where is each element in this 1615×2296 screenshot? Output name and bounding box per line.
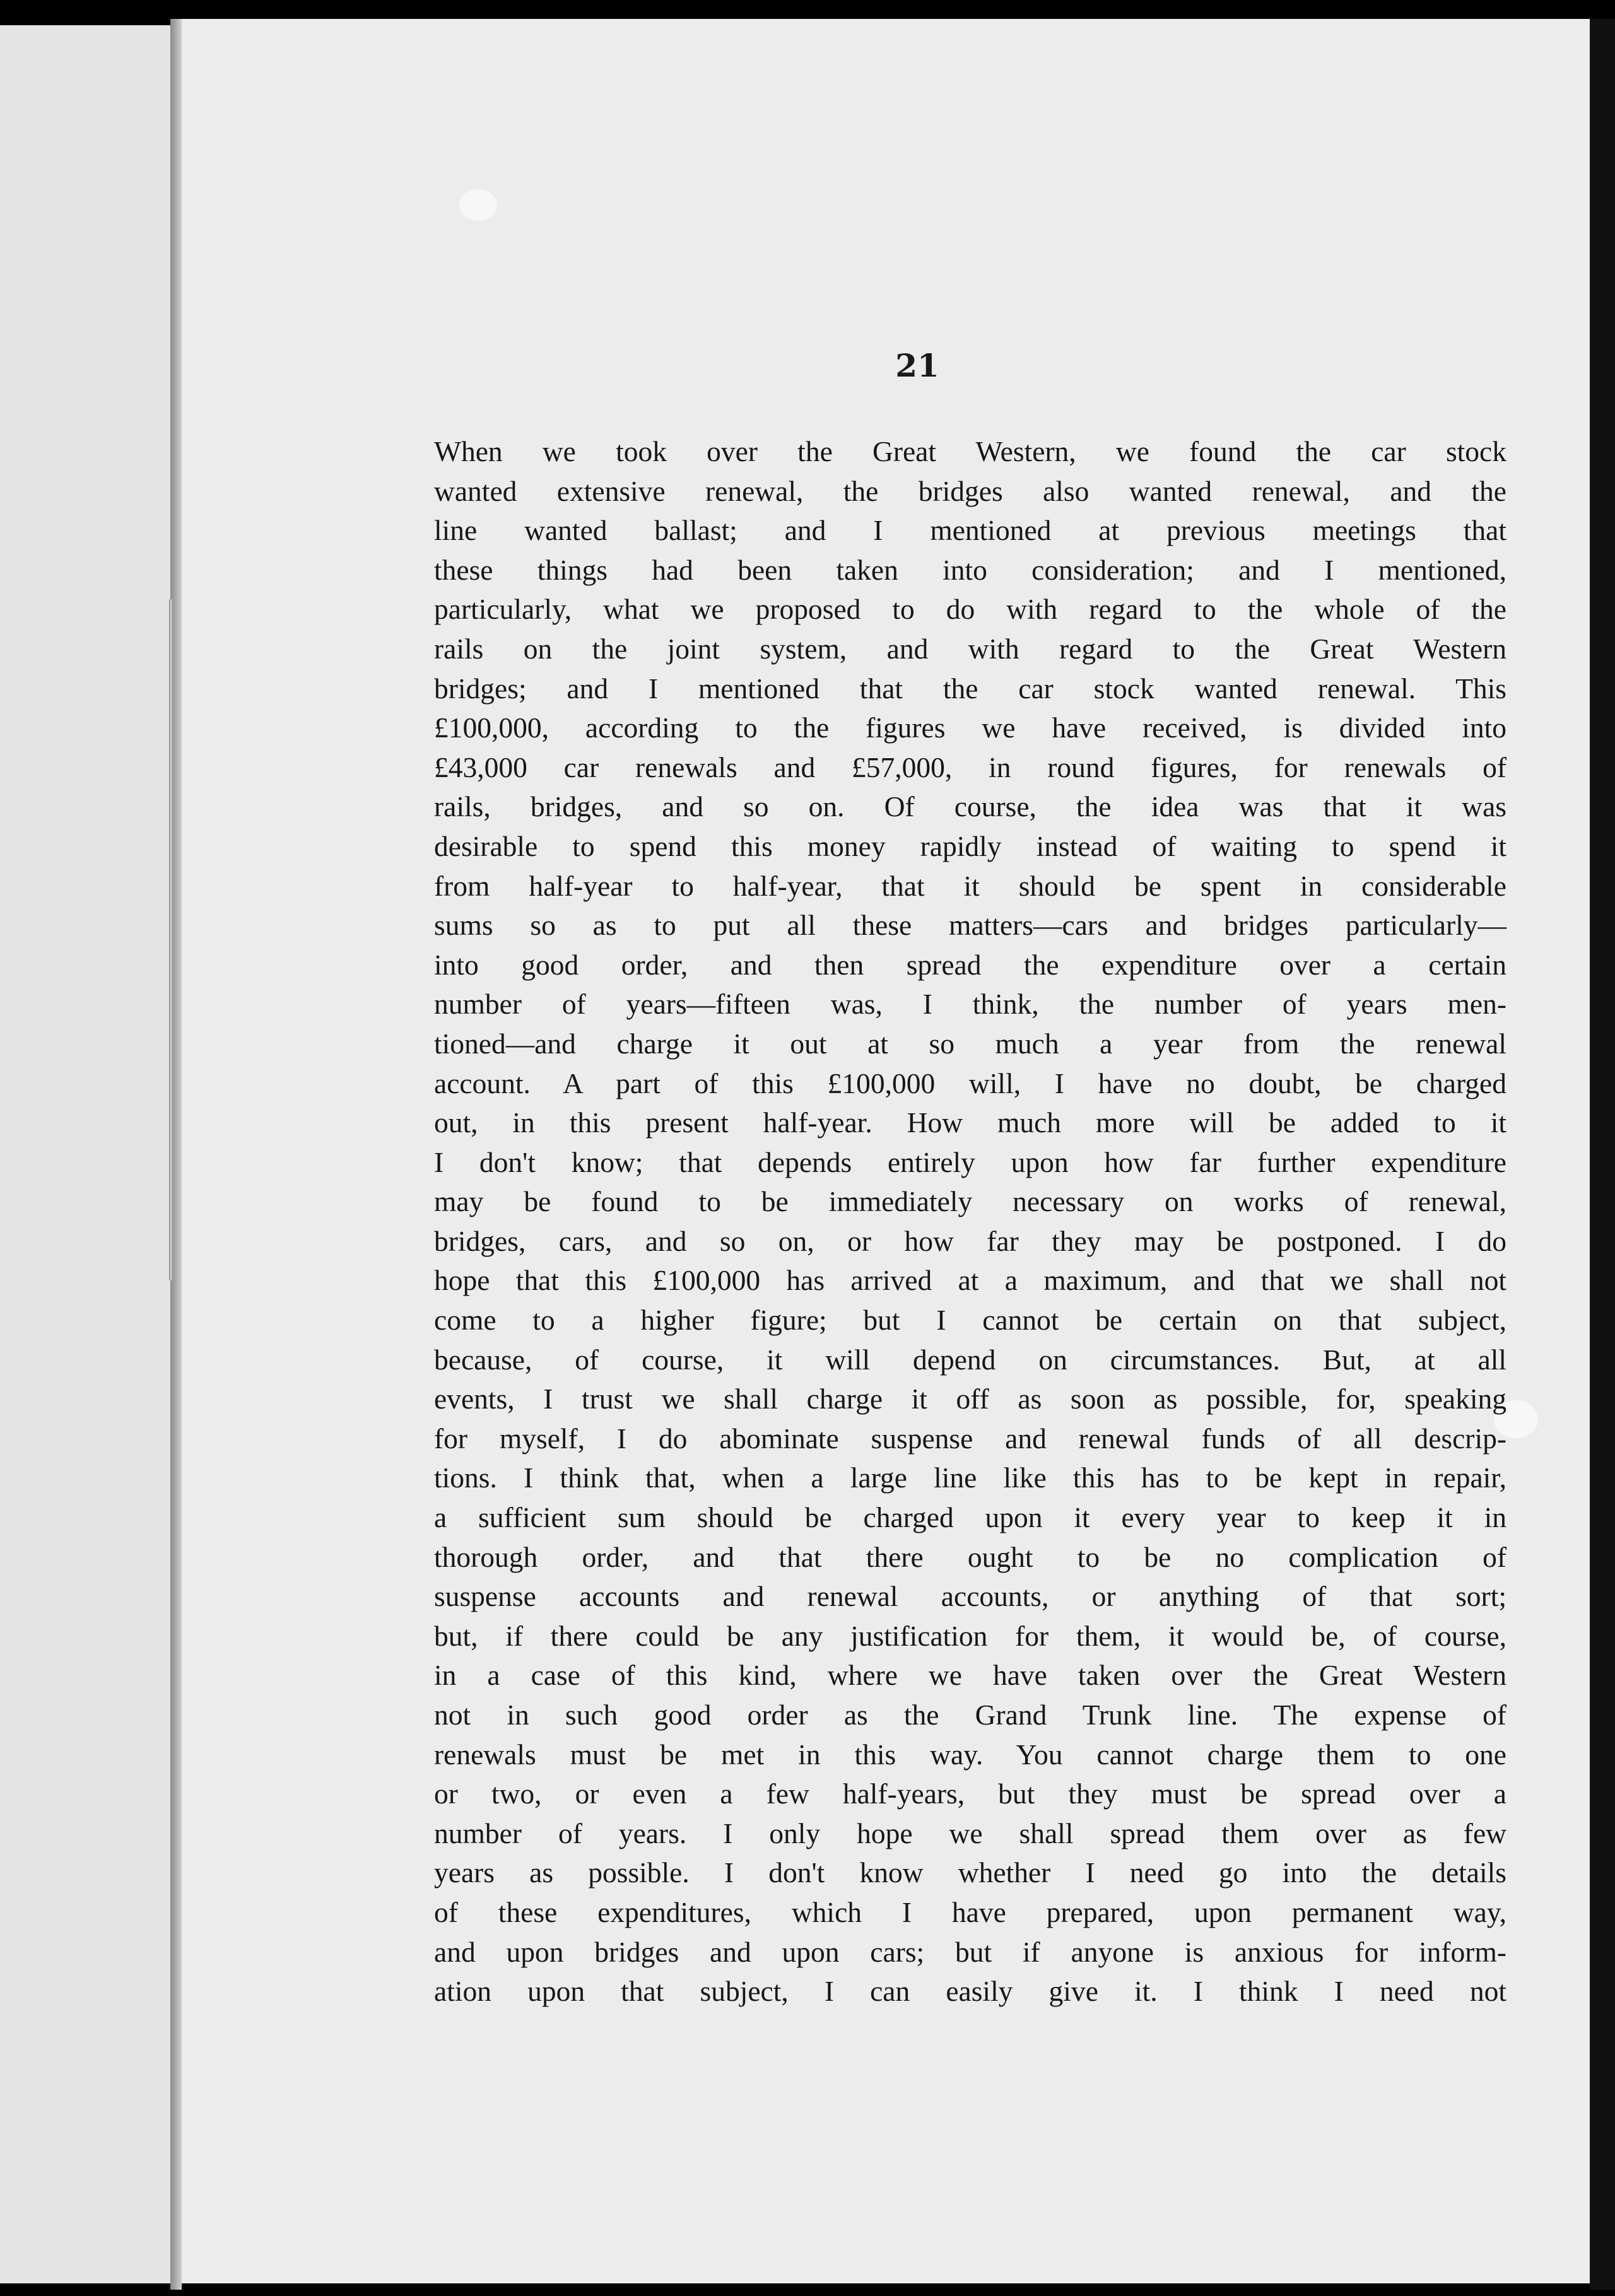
text-line: come to a higher figure; but I cannot be certain on that subject,: [434, 1304, 1506, 1337]
text-line: line wanted ballast; and I mentioned at previous meetings that: [434, 514, 1506, 547]
text-line: wanted extensive renewal, the bridges also wanted renewal, and the: [434, 474, 1506, 507]
text-line: suspense accounts and renewal accounts, or anything of that sort;: [434, 1580, 1506, 1613]
text-line: rails on the joint system, and with regard to the Great Western: [434, 632, 1506, 665]
text-line: events, I trust we shall charge it off as soon as possible, for, speaking: [434, 1383, 1506, 1415]
document-page: [182, 19, 1595, 2283]
text-line: £43,000 car renewals and £57,000, in round figures, for renewals of: [434, 751, 1506, 783]
text-line: but, if there could be any justification for them, it would be, of course,: [434, 1619, 1506, 1652]
text-line: from half-year to half-year, that it should be spent in considerable: [434, 869, 1506, 902]
text-line: sums so as to put all these matters—cars and bridges particularly—: [434, 909, 1506, 942]
text-line: number of years—fifteen was, I think, the number of years men-: [434, 988, 1506, 1021]
text-line: may be found to be immediately necessary on works of renewal,: [434, 1185, 1506, 1218]
text-line: these things had been taken into consideration; and I mentioned,: [434, 553, 1506, 586]
text-line: for myself, I do abominate suspense and renewal funds of all descrip-: [434, 1422, 1506, 1455]
body-text: [434, 432, 1506, 2012]
text-line: particularly, what we proposed to do with regard to the whole of the: [434, 593, 1506, 626]
text-line: because, of course, it will depend on circumstances. But, at all: [434, 1343, 1506, 1376]
text-line: ation upon that subject, I can easily give it. I think I need not: [434, 1975, 1506, 2008]
text-line: not in such good order as the Grand Trunk line. The expense of: [434, 1699, 1506, 1731]
paper-spot: [459, 189, 497, 221]
text-line: rails, bridges, and so on. Of course, the idea was that it was: [434, 790, 1506, 823]
text-line: tioned—and charge it out at so much a year from the renewal: [434, 1027, 1506, 1060]
scan-right-edge: [1590, 19, 1615, 2290]
text-line: in a case of this kind, where we have taken over the Great Western: [434, 1659, 1506, 1692]
text-line: When we took over the Great Western, we found the car stock: [434, 435, 1506, 467]
text-line: hope that this £100,000 has arrived at a maximum, and that we shall not: [434, 1264, 1506, 1297]
text-line: £100,000, according to the figures we have received, is divided into: [434, 712, 1506, 744]
text-line: desirable to spend this money rapidly instead of waiting to spend it: [434, 829, 1506, 862]
text-line: account. A part of this £100,000 will, I have no doubt, be charged: [434, 1067, 1506, 1099]
text-line: number of years. I only hope we shall spread them over as few: [434, 1817, 1506, 1849]
binding-mark: [169, 599, 173, 1280]
text-line: renewals must be met in this way. You cannot charge them to one: [434, 1738, 1506, 1771]
text-line: a sufficient sum should be charged upon it every year to keep it in: [434, 1501, 1506, 1534]
text-line: and upon bridges and upon cars; but if anyone is anxious for inform-: [434, 1935, 1506, 1968]
text-line: or two, or even a few half-years, but they must be spread over a: [434, 1778, 1506, 1810]
page-number: 21: [895, 347, 939, 384]
text-line: out, in this present half-year. How much more will be added to it: [434, 1106, 1506, 1139]
text-line: into good order, and then spread the expenditure over a certain: [434, 948, 1506, 981]
text-line: I don't know; that depends entirely upon how far further expenditure: [434, 1145, 1506, 1178]
facing-page-edge: [0, 25, 170, 2283]
text-line: thorough order, and that there ought to be no complication of: [434, 1540, 1506, 1573]
text-line: bridges, cars, and so on, or how far they may be postponed. I do: [434, 1224, 1506, 1257]
text-line: years as possible. I don't know whether I need go into the details: [434, 1856, 1506, 1889]
text-line: bridges; and I mentioned that the car stock wanted renewal. This: [434, 672, 1506, 705]
text-line: of these expenditures, which I have prepared, upon permanent way,: [434, 1895, 1506, 1928]
text-line: tions. I think that, when a large line like this has to be kept in repair,: [434, 1461, 1506, 1494]
